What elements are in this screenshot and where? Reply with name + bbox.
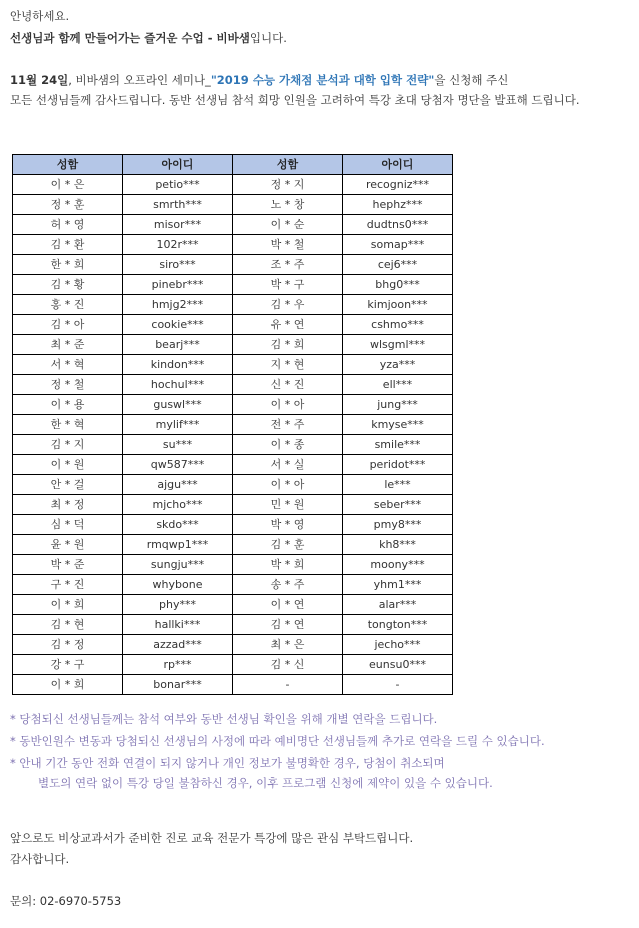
winner-id: eunsu0*** — [343, 655, 453, 675]
note-cancel: * 안내 기간 동안 전화 연결이 되지 않거나 개인 정보가 불명확한 경우, 당첨이 취소되며 — [10, 756, 445, 770]
table-row — [13, 455, 453, 475]
winner-id: ajgu*** — [123, 475, 233, 495]
winner-name: 정 * 훈 — [13, 195, 123, 215]
winner-name: 김 * 정 — [13, 635, 123, 655]
winner-id: qw587*** — [123, 455, 233, 475]
winner-name: 홍 * 진 — [13, 295, 123, 315]
winner-id: bearj*** — [123, 335, 233, 355]
seminar-date: 11월 24일 — [10, 73, 69, 87]
closing-line-1: 앞으로도 비상교과서가 준비한 진로 교육 전문가 특강에 많은 관심 부탁드립니다. — [10, 831, 414, 845]
winner-name: 이 * 종 — [233, 435, 343, 455]
winner-id: tongton*** — [343, 615, 453, 635]
table-row — [13, 435, 453, 455]
winner-name: 박 * 철 — [233, 235, 343, 255]
contact-phone: 문의: 02-6970-5753 — [10, 894, 122, 908]
table-row — [13, 655, 453, 675]
winner-name: 서 * 실 — [233, 455, 343, 475]
winner-name: 김 * 신 — [233, 655, 343, 675]
winner-name: 지 * 현 — [233, 355, 343, 375]
table-row — [13, 255, 453, 275]
tagline-bold: 선생님과 함께 만들어가는 즐거운 수업 - 비바샘 — [10, 31, 250, 45]
announcement-line-2: 모든 선생님들께 감사드립니다. 동반 선생님 참석 희망 인원을 고려하여 특강 초대 당첨자 명단을 발표해 드립니다. — [10, 93, 580, 107]
winner-id: su*** — [123, 435, 233, 455]
table-row — [13, 675, 453, 695]
winner-id: ell*** — [343, 375, 453, 395]
winner-id: kimjoon*** — [343, 295, 453, 315]
winner-name: 김 * 현 — [13, 615, 123, 635]
winners-table — [12, 154, 453, 695]
winner-id: pmy8*** — [343, 515, 453, 535]
winner-name: 김 * 환 — [13, 235, 123, 255]
winner-id: skdo*** — [123, 515, 233, 535]
winner-name: 이 * 은 — [13, 175, 123, 195]
winner-name: 최 * 은 — [233, 635, 343, 655]
announcement-tail: 을 신청해 주신 — [434, 73, 509, 87]
winner-id: siro*** — [123, 255, 233, 275]
winner-name: 전 * 주 — [233, 415, 343, 435]
winner-id: smrth*** — [123, 195, 233, 215]
winner-id: kindon*** — [123, 355, 233, 375]
winner-name: 심 * 덕 — [13, 515, 123, 535]
winners-table-body — [13, 175, 453, 695]
winner-id: seber*** — [343, 495, 453, 515]
winner-name: 이 * 용 — [13, 395, 123, 415]
table-row — [13, 195, 453, 215]
note-reserve: * 동반인원수 변동과 당첨되신 선생님의 사정에 따라 예비명단 선생님들께 추가로 연락을 드릴 수 있습니다. — [10, 734, 545, 748]
winner-name: - — [233, 675, 343, 695]
table-row — [13, 595, 453, 615]
seminar-title: "2019 수능 가채점 분석과 대학 입학 전략" — [210, 73, 435, 87]
winner-id: 102r*** — [123, 235, 233, 255]
winner-id: yhm1*** — [343, 575, 453, 595]
winner-name: 정 * 철 — [13, 375, 123, 395]
winner-id: cej6*** — [343, 255, 453, 275]
winner-name: 서 * 혁 — [13, 355, 123, 375]
winner-id: somap*** — [343, 235, 453, 255]
header-name-1: 성함 — [13, 155, 123, 175]
winner-id: kmyse*** — [343, 415, 453, 435]
winner-id: bhg0*** — [343, 275, 453, 295]
table-row — [13, 275, 453, 295]
winner-name: 한 * 희 — [13, 255, 123, 275]
winner-name: 이 * 원 — [13, 455, 123, 475]
table-row — [13, 415, 453, 435]
table-row — [13, 235, 453, 255]
note-contact: * 당첨되신 선생님들께는 참석 여부와 동반 선생님 확인을 위해 개별 연락을 드립니다. — [10, 712, 438, 726]
winner-id: wlsgml*** — [343, 335, 453, 355]
winner-name: 박 * 준 — [13, 555, 123, 575]
winner-name: 안 * 걸 — [13, 475, 123, 495]
winner-id: le*** — [343, 475, 453, 495]
winner-name: 윤 * 원 — [13, 535, 123, 555]
winner-name: 김 * 지 — [13, 435, 123, 455]
winner-name: 김 * 아 — [13, 315, 123, 335]
table-row — [13, 555, 453, 575]
winner-id: jung*** — [343, 395, 453, 415]
winner-name: 김 * 희 — [233, 335, 343, 355]
winner-name: 이 * 아 — [233, 475, 343, 495]
winner-name: 노 * 창 — [233, 195, 343, 215]
table-row — [13, 215, 453, 235]
winner-name: 강 * 구 — [13, 655, 123, 675]
announcement-mid: , 비바샘의 오프라인 세미나_ — [68, 73, 211, 87]
winner-name: 신 * 진 — [233, 375, 343, 395]
winner-id: bonar*** — [123, 675, 233, 695]
table-row — [13, 475, 453, 495]
winner-id: hochul*** — [123, 375, 233, 395]
winner-id: whybone — [123, 575, 233, 595]
announcement-line-1 — [10, 72, 508, 88]
winner-id: smile*** — [343, 435, 453, 455]
table-row — [13, 315, 453, 335]
winner-id: moony*** — [343, 555, 453, 575]
winner-id: cookie*** — [123, 315, 233, 335]
table-row — [13, 375, 453, 395]
winner-name: 이 * 순 — [233, 215, 343, 235]
winner-name: 조 * 주 — [233, 255, 343, 275]
winner-id: petio*** — [123, 175, 233, 195]
winner-name: 민 * 원 — [233, 495, 343, 515]
header-id-2: 아이디 — [343, 155, 453, 175]
winner-id: - — [343, 675, 453, 695]
winner-id: guswl*** — [123, 395, 233, 415]
winner-id: hephz*** — [343, 195, 453, 215]
table-row — [13, 295, 453, 315]
winner-id: cshmo*** — [343, 315, 453, 335]
table-row — [13, 395, 453, 415]
winner-name: 이 * 희 — [13, 675, 123, 695]
header-id-1: 아이디 — [123, 155, 233, 175]
winner-name: 김 * 연 — [233, 615, 343, 635]
table-row — [13, 515, 453, 535]
table-row — [13, 635, 453, 655]
winner-name: 김 * 우 — [233, 295, 343, 315]
winner-name: 이 * 연 — [233, 595, 343, 615]
winner-id: azzad*** — [123, 635, 233, 655]
winner-id: peridot*** — [343, 455, 453, 475]
table-header-row — [13, 155, 453, 175]
winner-name: 허 * 영 — [13, 215, 123, 235]
table-row — [13, 615, 453, 635]
winner-name: 유 * 연 — [233, 315, 343, 335]
note-absence: 별도의 연락 없이 특강 당일 불참하신 경우, 이후 프로그램 신청에 제약이 있을 수 있습니다. — [38, 776, 493, 790]
tagline-tail: 입니다. — [249, 31, 287, 45]
table-row — [13, 495, 453, 515]
table-row — [13, 535, 453, 555]
winner-id: dudtns0*** — [343, 215, 453, 235]
closing-line-2: 감사합니다. — [10, 852, 70, 866]
winner-name: 김 * 훈 — [233, 535, 343, 555]
winner-name: 최 * 준 — [13, 335, 123, 355]
winner-id: mylif*** — [123, 415, 233, 435]
winner-id: pinebr*** — [123, 275, 233, 295]
winner-id: jecho*** — [343, 635, 453, 655]
tagline — [10, 30, 287, 46]
winner-id: mjcho*** — [123, 495, 233, 515]
winner-name: 이 * 아 — [233, 395, 343, 415]
winner-id: rp*** — [123, 655, 233, 675]
winner-name: 박 * 희 — [233, 555, 343, 575]
winner-id: misor*** — [123, 215, 233, 235]
table-row — [13, 355, 453, 375]
winner-id: hmjg2*** — [123, 295, 233, 315]
winner-name: 한 * 혁 — [13, 415, 123, 435]
winner-name: 구 * 진 — [13, 575, 123, 595]
winner-name: 박 * 구 — [233, 275, 343, 295]
winner-name: 최 * 정 — [13, 495, 123, 515]
winner-id: hallki*** — [123, 615, 233, 635]
winner-id: recogniz*** — [343, 175, 453, 195]
winner-name: 박 * 영 — [233, 515, 343, 535]
winner-name: 송 * 주 — [233, 575, 343, 595]
table-row — [13, 175, 453, 195]
winner-id: alar*** — [343, 595, 453, 615]
winner-name: 김 * 황 — [13, 275, 123, 295]
winner-name: 이 * 희 — [13, 595, 123, 615]
winner-id: rmqwp1*** — [123, 535, 233, 555]
greeting: 안녕하세요. — [10, 9, 70, 23]
winner-id: phy*** — [123, 595, 233, 615]
winner-id: sungju*** — [123, 555, 233, 575]
table-row — [13, 335, 453, 355]
winner-id: yza*** — [343, 355, 453, 375]
winner-name: 정 * 지 — [233, 175, 343, 195]
header-name-2: 성함 — [233, 155, 343, 175]
table-row — [13, 575, 453, 595]
winner-id: kh8*** — [343, 535, 453, 555]
